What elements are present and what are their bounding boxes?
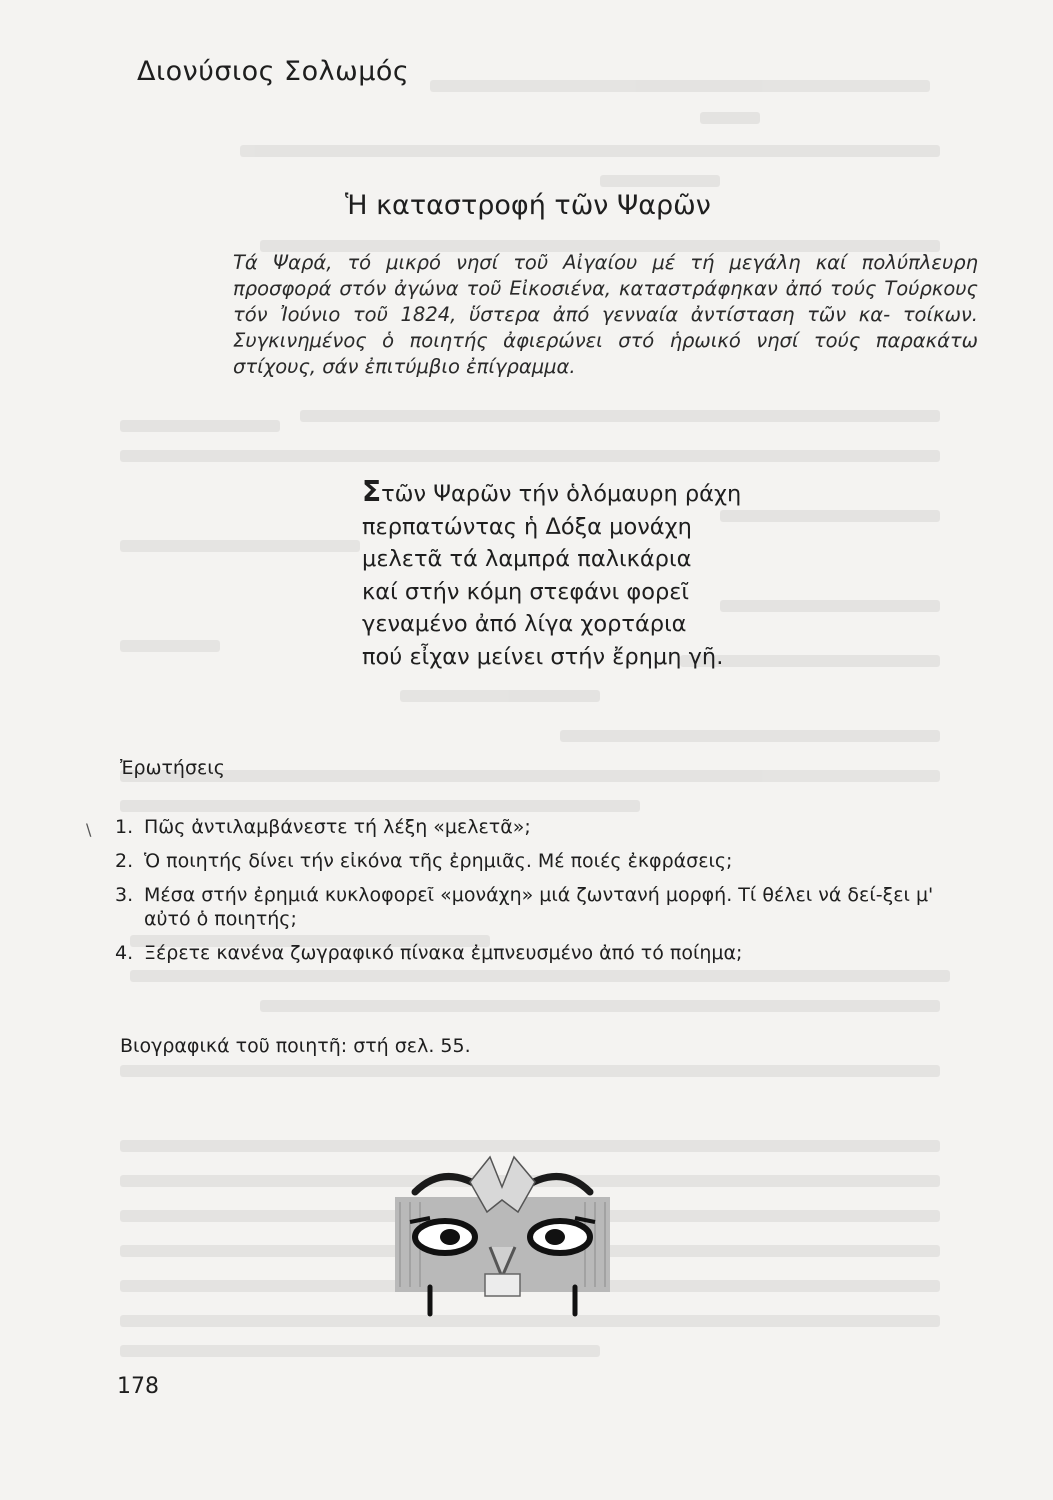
intro-line: Τά Ψαρά, τό μικρό νησί τοῦ Αἰγαίου μέ τή μεγάλη καί πολύπλευρη: [233, 251, 978, 274]
poem-title: Ἡ καταστροφή τῶν Ψαρῶν: [345, 190, 711, 221]
decorative-mask-ornament-icon: [390, 1152, 615, 1327]
question-number: 4.: [115, 942, 134, 964]
question-number: 2.: [115, 850, 134, 872]
question-number: 3.: [115, 884, 134, 906]
author-heading: Διονύσιος Σολωμός: [137, 56, 410, 87]
questions-heading: Ἐρωτήσεις: [120, 757, 225, 779]
poem-line: περπατώντας ἡ Δόξα μονάχη: [362, 513, 692, 540]
poem-dropcap: Σ: [362, 475, 382, 508]
question-text: Ὁ ποιητής δίνει τήν εἰκόνα τῆς ἐρημιᾶς. Μέ ποιές ἐκφράσεις;: [144, 850, 733, 872]
question-text: Ξέρετε κανένα ζωγραφικό πίνακα ἐμπνευσμένο ἀπό τό ποίημα;: [144, 942, 743, 964]
intro-paragraph: [233, 250, 978, 380]
question-item: [115, 941, 975, 965]
margin-tick-mark: \: [86, 820, 92, 839]
intro-line: Τούρκους τόν Ἰούνιο τοῦ 1824, ὕστερα ἀπό γενναία ἀντίσταση τῶν κα-: [233, 277, 978, 326]
poem-stanza: [362, 476, 741, 673]
questions-list: [115, 815, 975, 975]
intro-line: προσφορά στόν ἀγώνα τοῦ Εἰκοσιένα, καταστράφηκαν ἀπό τούς: [233, 277, 877, 300]
question-number: 1.: [115, 816, 134, 838]
question-item: [115, 849, 975, 873]
biography-reference: Βιογραφικά τοῦ ποιητῆ: στή σελ. 55.: [120, 1035, 471, 1057]
question-item: [115, 883, 975, 931]
poem-line: μελετᾶ τά λαμπρά παλικάρια: [362, 546, 692, 572]
question-item: [115, 815, 975, 839]
poem-line: πού εἶχαν μείνει στήν ἔρημη γῆ.: [362, 643, 724, 670]
question-text: Μέσα στήν ἐρημιά κυκλοφορεῖ «μονάχη» μιά ζωντανή μορφή. Τί θέλει νά δεί-ξει μ' αὐτό ὁ ποιητής;: [144, 884, 934, 930]
intro-line: παρακάτω στίχους, σάν ἐπιτύμβιο ἐπίγραμμα.: [233, 329, 978, 378]
page-number: 178: [117, 1374, 159, 1399]
poem-line: [362, 476, 741, 511]
poem-line: καί στήν κόμη στεφάνι φορεῖ: [362, 578, 690, 605]
poem-line: γεναμένο ἀπό λίγα χορτάρια: [362, 611, 687, 637]
poem-first-line-text: τῶν Ψαρῶν τήν ὁλόμαυρη ράχη: [381, 481, 742, 507]
question-text: Πῶς ἀντιλαμβάνεστε τή λέξη «μελετᾶ»;: [144, 816, 531, 838]
intro-line: τοίκων. Συγκινημένος ὁ ποιητής ἀφιερώνει στό ἡρωικό νησί τούς: [233, 303, 978, 352]
